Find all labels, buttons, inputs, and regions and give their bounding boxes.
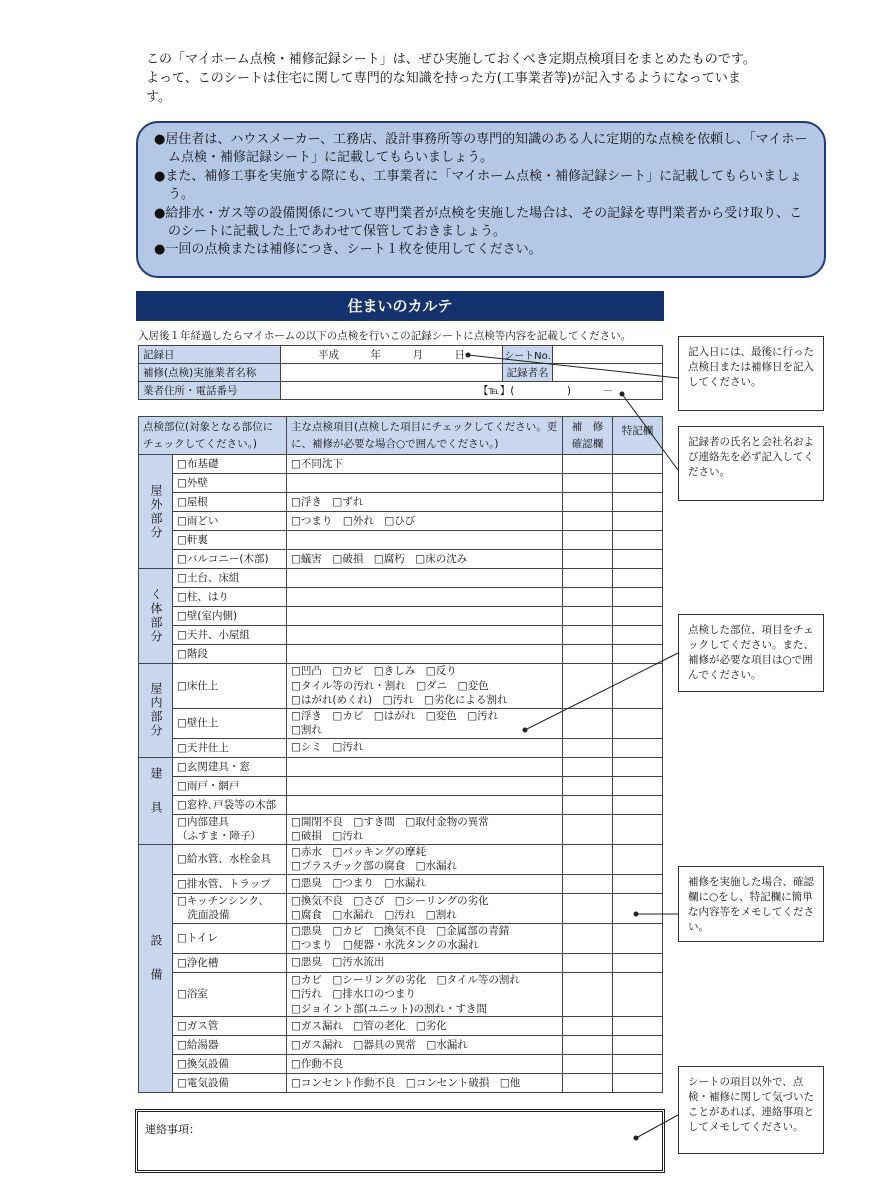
inspection-items[interactable]: □凹凸 □カビ □きしみ □反り □タイル等の汚れ・割れ □ダニ □変色 □はがれ(めくれ) □汚れ □劣化による割れ	[287, 664, 563, 709]
inspection-items[interactable]: □つまり □外れ □ひび	[287, 512, 563, 531]
part-checkbox[interactable]: □屋根	[173, 493, 287, 512]
leader-line-check	[525, 653, 678, 730]
inspection-items[interactable]: □悪臭 □カビ □換気不良 □金属部の青錆 □つまり □便器・水洗タンクの水漏れ	[287, 923, 563, 953]
part-checkbox[interactable]: □窓枠､戸袋等の木部	[173, 795, 287, 814]
part-checkbox[interactable]: □浴室	[173, 972, 287, 1017]
intro-line: よって、このシートは住宅に関して専門的な知識を持った方(工事業者等)が記入するようになっていま	[146, 71, 741, 86]
part-checkbox[interactable]: □トイレ	[173, 923, 287, 953]
intro-line: す。	[146, 90, 171, 105]
sheet-subtitle: 入居後１年経過したらマイホームの以下の点検を行いこの記録シートに点検等内容を記載してください。	[138, 330, 632, 342]
part-checkbox[interactable]: □布基礎	[173, 455, 287, 474]
inspection-items[interactable]: □カビ □シーリングの劣化 □タイル等の割れ □汚れ □排水口のつまり □ジョイント部(ユニット)の割れ・すき間	[287, 972, 563, 1017]
inspection-items[interactable]: □ガス漏れ □器具の異常 □水漏れ	[287, 1036, 563, 1055]
category-label: 屋内部分	[139, 664, 173, 758]
notice-item: ●居住者は、ハウスメーカー、工務店、設計事務所等の専門的知識のある人に定期的な点検を依頼し、「マイホーム点検・補修記録シート」に記載してもらいましょう。	[154, 132, 808, 166]
callout-recorder-note: 記録者の氏名と会社名および連絡先を必ず記入してください。	[678, 426, 824, 501]
notice-item: ●また、補修工事を実施する際にも、工事業者に「マイホーム点検・補修記録シート」に記載してもらいましょう。	[154, 168, 803, 203]
part-checkbox[interactable]: □軒裏	[173, 531, 287, 550]
inspection-items[interactable]: □悪臭 □汚水流出	[287, 953, 563, 972]
inspection-items[interactable]: □換気不良 □さび □シーリングの劣化 □腐食 □水漏れ □汚れ □割れ	[287, 893, 563, 923]
leader-line-date	[468, 355, 678, 378]
part-checkbox[interactable]: □換気設備	[173, 1055, 287, 1074]
part-checkbox[interactable]: □浄化槽	[173, 953, 287, 972]
inspection-items[interactable]: □シミ □汚れ	[287, 738, 563, 757]
leader-dot	[634, 912, 639, 917]
sheet-no-label: シートNo.	[503, 346, 553, 364]
recorder-label: 記録者名	[503, 364, 553, 382]
part-checkbox[interactable]: □雨戸・網戸	[173, 776, 287, 795]
category-label: く体部分	[139, 569, 173, 664]
part-checkbox[interactable]: □天井仕上	[173, 738, 287, 757]
leader-line-memo	[636, 1115, 678, 1138]
part-checkbox[interactable]: □バルコニー(木部)	[173, 550, 287, 569]
inspection-items[interactable]: □蟻害 □破損 □腐朽 □床の沈み	[287, 550, 563, 569]
header-items: 主な点検項目(点検した項目にチェックしてください。更に、補修が必要な場合○で囲んでください。)	[287, 417, 563, 455]
date-field[interactable]: 平成 年 月 日	[281, 346, 503, 364]
inspection-items[interactable]: □浮き □カビ □はがれ □変色 □汚れ □割れ	[287, 708, 563, 738]
callout-date-note: 記入日には、最後に行った点検日または補修日を記入してください。	[678, 336, 824, 411]
part-checkbox[interactable]: □電気設備	[173, 1074, 287, 1093]
inspection-items[interactable]: □コンセント作動不良 □コンセント破損 □他	[287, 1074, 563, 1093]
callout-repair-note: 補修を実施した場合、確認欄に○をし、特記欄に簡単な内容等をメモしてください。	[678, 866, 824, 942]
part-checkbox[interactable]: □給湯器	[173, 1036, 287, 1055]
category-label: 建具	[139, 757, 173, 844]
notice-item: ●給排水・ガス等の設備関係について専門業者が点検を実施した場合は、その記録を専門業者から受け取り、このシートに記載した上であわせて保管しておきましょう。	[154, 205, 803, 240]
inspection-items[interactable]: □ガス漏れ □管の老化 □劣化	[287, 1017, 563, 1036]
part-checkbox[interactable]: □雨どい	[173, 512, 287, 531]
callout-memo-note: シートの項目以外で、点検・補修に関して気づいたことがあれば、連絡事項としてメモしてください。	[678, 1066, 824, 1154]
date-label: 記録日	[139, 346, 281, 364]
part-checkbox[interactable]: □キッチンシンク、 洗面設備	[173, 893, 287, 923]
category-label: 設備	[139, 844, 173, 1093]
category-label: 屋外部分	[139, 455, 173, 569]
header-part: 点検部位(対象となる部位にチェックしてください。)	[139, 417, 287, 455]
leader-dot	[466, 353, 471, 358]
inspection-items[interactable]: □不同沈下	[287, 455, 563, 474]
inspection-items[interactable]: □作動不良	[287, 1055, 563, 1074]
leader-line-recorder	[622, 394, 678, 470]
part-checkbox[interactable]: □土台、床組	[173, 569, 287, 588]
leader-dot	[634, 1136, 639, 1141]
notice-item: ●一回の点検または補修につき、シート１枚を使用してください。	[154, 242, 542, 258]
part-checkbox[interactable]: □天井、小屋組	[173, 626, 287, 645]
part-checkbox[interactable]: □ガス管	[173, 1017, 287, 1036]
callout-check-note: 点検した部位、項目をチェックしてください。また、補修が必要な項目は○で囲んでください。	[678, 614, 824, 692]
sheet-title: 住まいのカルテ	[136, 291, 664, 321]
part-checkbox[interactable]: □壁仕上	[173, 708, 287, 738]
part-checkbox[interactable]: □壁(室内側)	[173, 607, 287, 626]
inspection-items[interactable]: □悪臭 □つまり □水漏れ	[287, 874, 563, 893]
inspection-items[interactable]: □赤水 □パッキングの摩耗 □プラスチック部の腐食 □水漏れ	[287, 844, 563, 874]
leader-dot	[523, 728, 528, 733]
intro-line: この「マイホーム点検・補修記録シート」は、ぜひ実施しておくべき定期点検項目をまとめたものです。	[146, 52, 756, 67]
inspection-items[interactable]: □開閉不良 □すき間 □取付金物の異常 □破損 □汚れ	[287, 814, 563, 844]
header-repair: 補 修確認欄	[563, 417, 613, 455]
part-checkbox[interactable]: □内部建具 （ふすま・障子）	[173, 814, 287, 844]
memo-label: 連絡事項：	[145, 1123, 200, 1136]
part-checkbox[interactable]: □床仕上	[173, 664, 287, 709]
company-label: 補修(点検)実施業者名称	[139, 364, 281, 382]
part-checkbox[interactable]: □柱、はり	[173, 588, 287, 607]
address-phone-field[interactable]: 【℡】( ) －	[281, 382, 663, 400]
part-checkbox[interactable]: □排水管、トラップ	[173, 874, 287, 893]
header-notes: 特記欄	[613, 417, 663, 455]
part-checkbox[interactable]: □階段	[173, 645, 287, 664]
address-label: 業者住所・電話番号	[139, 382, 281, 400]
part-checkbox[interactable]: □給水管、水栓金具	[173, 844, 287, 874]
part-checkbox[interactable]: □玄関建具・窓	[173, 757, 287, 776]
inspection-items[interactable]: □浮き □ずれ	[287, 493, 563, 512]
leader-dot	[620, 392, 625, 397]
part-checkbox[interactable]: □外壁	[173, 474, 287, 493]
